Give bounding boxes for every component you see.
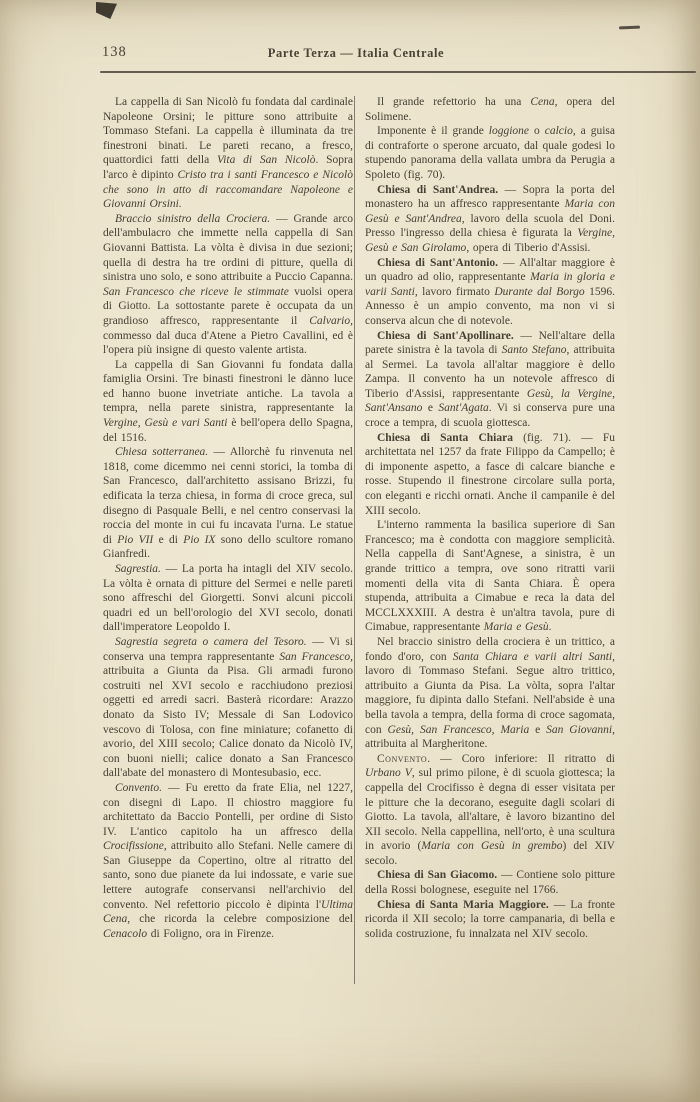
italic-text: San Giovanni (546, 723, 613, 736)
body-text: , commesso dal duca d'Atene a Pietro Cavallini, ed è l'opera più insigne di questo valente artista. (103, 314, 353, 357)
body-text: — Nell'altare della parete sinistra è la tavola di (365, 329, 615, 357)
paragraph (365, 329, 615, 431)
body-text: . Vi si conserva pure una croce a tempra, di scuola giottesca. (365, 402, 615, 430)
body-text: — Vi si conserva una tempra rappresentante (103, 635, 353, 663)
body-text: e di (153, 533, 184, 546)
paragraph (103, 781, 353, 942)
italic-text: Vergine, Gesù e San Girolamo (365, 227, 615, 254)
italic-text: Chiesa sotterranea. (115, 446, 209, 459)
body-text: Il grande refettorio ha una (377, 96, 531, 108)
heading-text: Chiesa di Santa Maria Maggiore. (377, 898, 549, 911)
italic-text: Gesù, San Francesco, Maria (387, 723, 530, 736)
body-text: , lavoro di Tommaso Stefani. Segue altro trittico, attribuito a Giunta da Pisa. La vòlta, sopra l'altar maggiore, fu dipinta dallo Stefani. Nell'abside è una bella tavola a tempra, della forma di croce sagomata, con (365, 650, 615, 736)
paragraph (365, 95, 615, 124)
paragraph (103, 358, 353, 446)
paragraph (103, 95, 353, 212)
body-text: , a guisa di contraforte o sperone arcuato, dal quale godesi lo stupendo panorama della vallata umbra da Perugia a Spoleto (fig. 70). (365, 125, 615, 181)
italic-text: Vergine, Gesù e vari Santi (103, 417, 228, 430)
italic-text: Ultima Cena (103, 898, 353, 926)
left-column (103, 95, 353, 941)
italic-text: Durante dal Borgo (494, 285, 585, 298)
paragraph (365, 124, 615, 182)
body-text: La cappella di San Giovanni fu fondata dalla famiglia Orsini. Tre binasti finestroni le dànno luce ed hanno buone invetriate antiche. La tavola a tempra, nella parete sinistra, rappresentante la (103, 358, 353, 415)
body-text: — Grande arco dell'ambulacro che immette nella cappella di San Giovanni Battista. La vòlta è divisa in due sezioni; quella di destra ha tre ordini di pitture, quella di sinistra uno solo, e sono attribuite a Puccio Capanna. (103, 212, 354, 284)
body-text: — All'altar maggiore è un quadro ad olio, rappresentante (365, 256, 616, 284)
body-text: — Fu eretto da frate Elia, nel 1227, con disegni di Lapo. Il chiostro maggiore fu architettato da Baccio Pontelli, per ordine di Sisto IV. L'antico capitolo ha un affresco della (103, 781, 353, 838)
italic-text: Gesù, la Vergine, Sant'Ansano (365, 387, 615, 415)
italic-text: Crocifissione (103, 840, 164, 853)
header-rule (100, 71, 696, 73)
italic-text: Maria con Gesù in grembo (421, 840, 563, 853)
paragraph (103, 562, 353, 635)
heading-text: Chiesa di Sant'Andrea. (377, 183, 499, 196)
body-text: , attribuita al Sermei. La tavola all'altar maggiore è dello Zampa. Il convento ha un notevole affresco di Tiberio d'Assisi, rappresentante (365, 344, 615, 400)
italic-text: Urbano V (365, 767, 412, 780)
body-text: . — Coro inferiore: Il ritratto di (427, 752, 615, 765)
body-text: — Sopra la porta del monastero ha un affresco rappresentante (365, 183, 615, 211)
body-text: , sul primo pilone, è di scuola giottesca; la cappella del Crocifisso è degna di esser visitata per le pitture che la decorano, eseguite dagli scolari di Giotto. La tavola, all'altare, è lavoro bizantino del XII secolo. Nella cappellina, nell'orto, è una scultura in avorio ( (365, 767, 615, 853)
body-text: , attribuito allo Stefani. Nelle camere di San Giuseppe da Copertino, oltre al ritratto del santo, sono due pianete da lui indossate, e varie sue lettere autografe conservansi nell'archivio del convento. Nel refettorio piccolo è dipinta l' (103, 840, 353, 911)
page-header (100, 44, 612, 64)
paragraph (103, 635, 353, 781)
paragraph (365, 256, 615, 329)
scan-artifact-corner (96, 2, 117, 19)
body-text: , opera del Solimene. (365, 96, 615, 123)
page-number: 138 (102, 44, 127, 60)
right-column (365, 95, 615, 941)
body-text: — La porta ha intagli del XIV secolo. La vòlta è ornata di pitture del Sermei e nelle pareti sono affreschi del Giorgetti. Sonvi alcuni piccoli quadri ed un bell'orologio del XVI secolo, donati dall'imperatore Leopoldo I. (103, 563, 353, 634)
italic-text: Sagrestia. (115, 563, 161, 575)
body-text: sono dello scultore romano Gianfredi. (103, 533, 354, 561)
paragraph (365, 752, 615, 869)
italic-text: Pio VII (117, 533, 154, 546)
body-text: e (422, 402, 439, 415)
italic-text: Cristo tra i santi Francesco e Nicolò che sono in atto di raccomandare Napoleone e Giovanni Orsini. (103, 168, 353, 211)
italic-text: Sant'Agata (438, 402, 489, 415)
body-text: , lavoro firmato (414, 285, 495, 298)
heading-text: Chiesa di Sant'Antonio. (377, 256, 499, 269)
body-text: Imponente è il grande (377, 125, 489, 138)
running-title: Parte Terza — Italia Centrale (267, 46, 445, 60)
paragraph (103, 445, 353, 562)
body-text: o (529, 125, 545, 138)
body-text: L'interno rammenta la basilica superiore di San Francesco; ma è condotta con maggiore semplicità. Nella cappella di Sant'Agnese, a sinistra, è un grande trittico a tempra, ove sono ritratti varii momenti della vita di Santa Chiara. È opera stupenda, attribuita a Cimabue e reca la data del MCCLXXXIII. A destra è un'altra tavola, pure di Cimabue, rappresentante (365, 519, 615, 634)
italic-text: Braccio sinistro della Crociera. (115, 212, 271, 225)
italic-text: calcio (544, 125, 573, 138)
body-text: , attribuita al Margheritone. (365, 723, 615, 751)
italic-text: San Francesco (279, 650, 351, 663)
paragraph (103, 212, 353, 358)
paragraph (365, 635, 615, 752)
body-text: , attribuita a Giunta da Pisa. Gli armadi furono costruiti nel XVI secolo e racchiudono preziosi oggetti ed arredi sacri. Basterà ricordare: Arazzo donato da Sisto IV; Messale di San Lodovico vescovo di Tolosa, con fine miniature; cofanetto di avorio, del XIII secolo; Calice donato da Nicolò IV, con buoni nielli; calice donato a San Francesco dall'abate del monastero di Montesubasio, ecc. (103, 650, 353, 780)
italic-text: Cena (530, 96, 555, 108)
italic-text: loggione (488, 125, 530, 138)
heading-text: Chiesa di Santa Chiara (377, 431, 513, 444)
body-text: — La fronte ricorda il XII secolo; la torre campanaria, di bella e solida costruzione, fu innalzata nel XIV secolo. (365, 898, 615, 940)
body-text: vuolsi opera di Giotto. La sottostante parete è occupata da un grandioso affresco, rappresentante il (103, 285, 353, 327)
italic-text: Santo Stefano (501, 344, 567, 357)
body-text: , che ricorda la celebre composizione del (127, 913, 353, 926)
paragraph (365, 868, 615, 897)
body-text: e (529, 723, 547, 736)
body-text: 1596. Annesso è un ampio convento, ma non vi si conserva alcun che di notevole. (365, 285, 615, 327)
italic-text: Vita di San Nicolò (217, 154, 316, 167)
body-text: , lavoro della scuola del Doni. Presso l'ingresso della chiesa è figurata la (365, 212, 616, 240)
body-text: (fig. 71). — Fu architettata nel 1257 da frate Filippo da Campello; è di imponente aspetto, a fasce di calcare bianche e rosse. Stupendo il finestrone circolare sulla porta, con eleganti e ricchi ornati. Anche il campanile è del XIII secolo. (365, 431, 615, 517)
paragraph (365, 898, 615, 942)
text-columns (103, 95, 615, 941)
italic-text: Maria in gloria e varii Santi (365, 271, 615, 298)
body-text: — Allorchè fu rinvenuta nel 1818, come dicemmo nei cenni storici, la tomba di San Francesco, dall'architetto assisano Brizzi, fu edificata la terza chiesa, in forma di croce greca, sul disegno di Pasquale Belli, e nel centro conservasi la roccia del monte in cui fu incavata l'urna. Le statue di (103, 446, 353, 546)
italic-text: Maria con Gesù e Sant'Andrea (365, 198, 616, 225)
body-text: , opera di Tiberio d'Assisi. (466, 241, 591, 254)
body-text: La cappella di San Nicolò fu fondata dal cardinale Napoleone Orsini; le pitture sono attribuite a Tommaso Stefani. La cappella è illuminata da tre finestroni binati. Le pareti recano, a fresco, quattordici fatti della (103, 96, 353, 167)
italic-text: Sagrestia segreta o camera del Tesoro. (115, 635, 307, 648)
body-text: di Foligno, ora in Firenze. (147, 927, 275, 940)
body-text: Nel braccio sinistro della crociera è un trittico, a fondo d'oro, con (365, 635, 615, 663)
italic-text: Santa Chiara e varii altri Santi (452, 650, 613, 663)
body-text: ) del XIV secolo. (365, 840, 615, 867)
italic-text: Convento. (115, 781, 162, 794)
paragraph (365, 431, 615, 519)
italic-text: Pio IX (183, 533, 216, 546)
heading-text: Chiesa di Sant'Apollinare. (377, 329, 514, 342)
italic-text: Calvario (309, 314, 351, 327)
italic-text: Cenacolo (103, 927, 148, 940)
heading-text: Chiesa di San Giacomo. (377, 869, 498, 882)
italic-text: San Francesco che riceve le stimmate (103, 285, 289, 298)
paragraph (365, 183, 615, 256)
paragraph (365, 518, 615, 635)
body-text: — Contiene solo pitture della Rossi bolognese, eseguite nel 1766. (365, 869, 615, 897)
scan-artifact-dash (619, 26, 640, 30)
body-text: è bell'opera dello Spagna, del 1516. (103, 417, 353, 444)
italic-text: Maria e Gesù (483, 621, 549, 634)
smallcaps-text: Convento (377, 752, 428, 765)
body-text: . Sopra l'arco è dipinto (103, 154, 353, 181)
body-text: . (548, 621, 552, 634)
